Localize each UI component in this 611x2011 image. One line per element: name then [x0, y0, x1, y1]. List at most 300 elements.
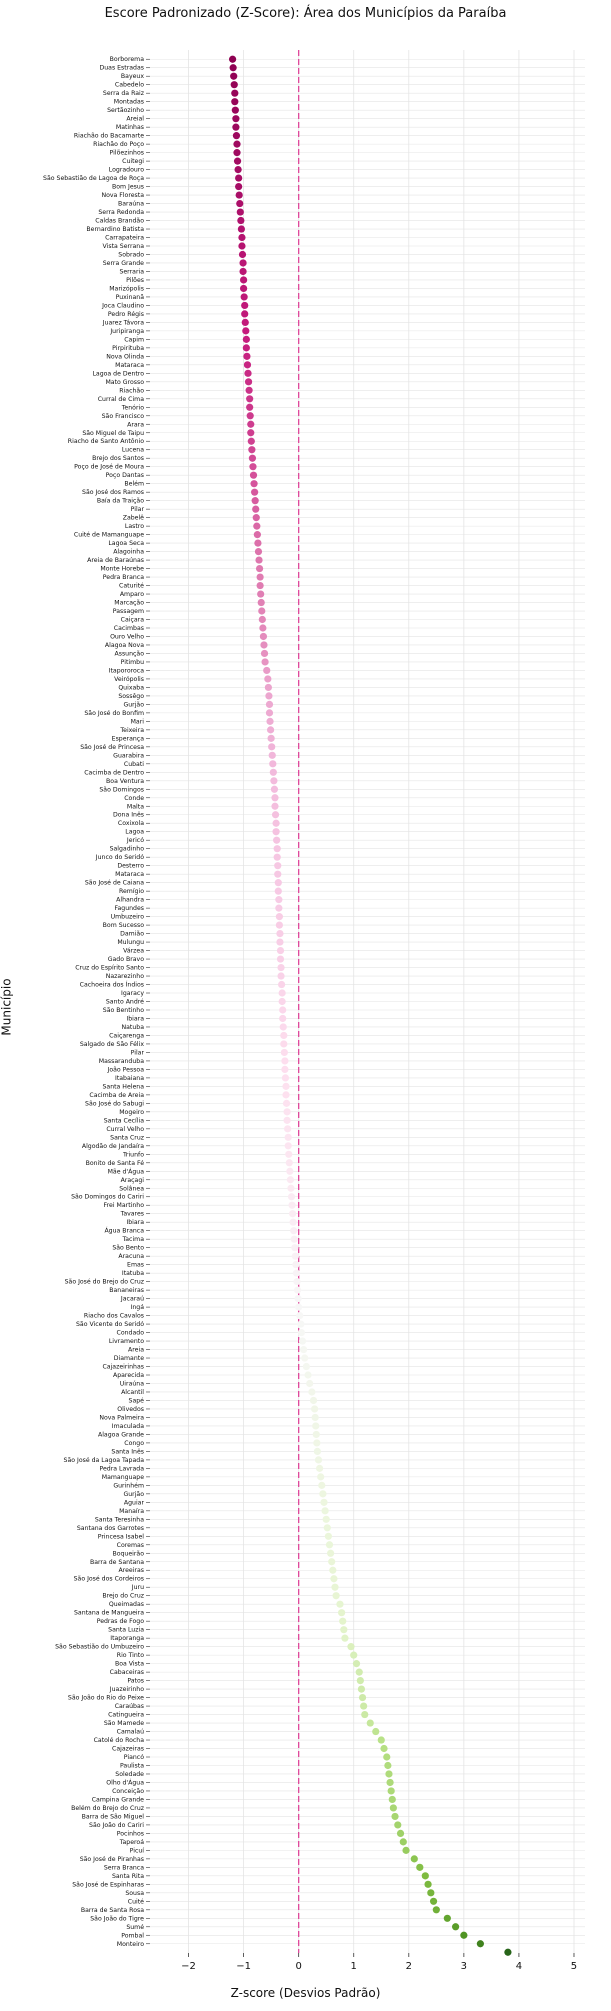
- y-tick-label: São Miguel de Taipu: [82, 429, 144, 437]
- y-tick-label: Tavares: [120, 1210, 144, 1218]
- y-tick-label: São Francisco: [101, 412, 144, 420]
- y-tick-label: Cajazeirinhas: [102, 1363, 144, 1371]
- y-tick-label: Amparo: [119, 591, 144, 599]
- data-point: [266, 718, 273, 725]
- y-tick-label: Itaporanga: [110, 1635, 144, 1643]
- data-point: [388, 1787, 395, 1794]
- data-point: [249, 463, 256, 470]
- data-point: [230, 73, 237, 80]
- data-point: [260, 633, 267, 640]
- y-tick-label: Sobrado: [118, 251, 144, 259]
- data-point: [303, 1363, 310, 1370]
- data-point: [246, 404, 253, 411]
- data-point: [341, 1635, 348, 1642]
- data-point: [290, 1219, 297, 1226]
- y-tick-label: Santa Luzia: [108, 1626, 144, 1634]
- y-tick-label: Arara: [127, 421, 144, 429]
- data-point: [245, 378, 252, 385]
- data-point: [271, 794, 278, 801]
- y-tick-label: Santa Rita: [111, 1872, 144, 1880]
- x-tick-label: −1: [236, 1961, 251, 1972]
- data-point: [294, 1287, 301, 1294]
- data-point: [244, 370, 251, 377]
- y-tick-label: Bom Jesus: [111, 183, 144, 191]
- data-point: [281, 1057, 288, 1064]
- y-tick-label: Piancó: [123, 1754, 144, 1762]
- data-point: [329, 1567, 336, 1574]
- y-tick-label: Emas: [127, 1261, 144, 1269]
- y-tick-label: Olho d'Água: [106, 1779, 144, 1787]
- x-tick-label: 4: [515, 1961, 523, 1972]
- y-tick-label: Patos: [127, 1677, 144, 1685]
- y-tick-label: Cajazeiras: [112, 1745, 144, 1753]
- data-point: [233, 132, 240, 139]
- y-tick-label: Caraúbas: [114, 1703, 144, 1711]
- y-tick-label: Fagundes: [114, 905, 144, 913]
- data-point: [357, 1677, 364, 1684]
- data-point: [383, 1753, 390, 1760]
- data-point: [298, 1329, 305, 1336]
- y-tick-label: Santo André: [105, 998, 144, 1006]
- y-tick-label: Lagoa de Dentro: [92, 370, 144, 378]
- y-tick-label: Logradouro: [108, 166, 144, 174]
- x-tick-label: −2: [181, 1961, 196, 1972]
- y-tick-label: Santa Cecília: [103, 1117, 144, 1125]
- data-point: [301, 1354, 308, 1361]
- data-point: [391, 1813, 398, 1820]
- data-point: [326, 1541, 333, 1548]
- data-point: [284, 1117, 291, 1124]
- y-tick-label: Serra Grande: [102, 259, 144, 267]
- data-point: [314, 1448, 321, 1455]
- y-tick-label: Alagoa Nova: [104, 641, 144, 649]
- data-point: [251, 489, 258, 496]
- data-point: [238, 242, 245, 249]
- data-point: [246, 387, 253, 394]
- x-axis-label: Z-score (Desvios Padrão): [230, 1986, 381, 2000]
- data-point: [293, 1278, 300, 1285]
- y-tick-label: Gurjão: [123, 1490, 144, 1498]
- data-point: [273, 837, 280, 844]
- y-tick-label: Salgadinho: [109, 845, 144, 853]
- data-point: [253, 514, 260, 521]
- y-tick-label: São José dos Cordeiros: [73, 1575, 144, 1583]
- y-tick-label: Pirpirituba: [112, 344, 144, 352]
- y-tick-label: Araçagi: [120, 1176, 144, 1184]
- data-point: [270, 769, 277, 776]
- data-point: [358, 1685, 365, 1692]
- data-point: [279, 1015, 286, 1022]
- data-point: [367, 1719, 374, 1726]
- y-tick-labels: [43, 56, 150, 1948]
- data-point: [236, 200, 243, 207]
- y-tick-label: Cacimba de Areia: [89, 1091, 144, 1099]
- y-tick-label: Sertãozinho: [107, 107, 144, 115]
- data-point: [378, 1736, 385, 1743]
- data-point: [237, 217, 244, 224]
- y-tick-label: Aracuna: [118, 1253, 144, 1261]
- data-point: [276, 938, 283, 945]
- data-point: [400, 1838, 407, 1845]
- data-point: [411, 1855, 418, 1862]
- data-point: [242, 319, 249, 326]
- horizontal-gridlines: [150, 59, 585, 1944]
- data-point: [247, 421, 254, 428]
- y-tick-label: Aguiar: [123, 1499, 144, 1507]
- data-point: [268, 735, 275, 742]
- y-tick-label: Pocinhos: [116, 1830, 144, 1838]
- data-point: [242, 327, 249, 334]
- data-point: [237, 208, 244, 215]
- data-point: [275, 905, 282, 912]
- y-tick-label: Matinhas: [115, 124, 144, 132]
- data-point: [312, 1422, 319, 1429]
- data-point: [460, 1932, 467, 1939]
- data-point: [243, 353, 250, 360]
- y-tick-label: Nova Floresta: [101, 192, 144, 200]
- y-tick-label: São José de Princesa: [80, 743, 144, 751]
- y-tick-label: Teixeira: [120, 726, 144, 734]
- y-tick-label: Areeiras: [118, 1567, 144, 1575]
- y-tick-label: São José do Brejo do Cruz: [64, 1278, 144, 1286]
- y-tick-label: Salgado de São Félix: [79, 1040, 144, 1048]
- y-tick-label: São José de Caiana: [84, 879, 144, 887]
- x-tick-label: 5: [570, 1961, 578, 1972]
- data-point: [285, 1134, 292, 1141]
- y-tick-label: Montadas: [113, 98, 144, 106]
- data-point: [372, 1728, 379, 1735]
- y-tick-label: Alagoa Grande: [97, 1431, 144, 1439]
- data-point: [257, 582, 264, 589]
- y-tick-label: Triunfo: [123, 1151, 144, 1159]
- data-point: [281, 1049, 288, 1056]
- y-tick-label: Uiraúna: [119, 1380, 144, 1388]
- data-point: [247, 412, 254, 419]
- data-point: [322, 1507, 329, 1514]
- y-tick-label: Pedra Lavrada: [99, 1465, 144, 1473]
- y-tick-label: Pombal: [121, 1932, 144, 1940]
- data-point: [276, 922, 283, 929]
- data-point: [402, 1847, 409, 1854]
- data-point: [257, 573, 264, 580]
- data-point: [275, 879, 282, 886]
- y-tick-label: Nazarezinho: [105, 973, 144, 981]
- y-tick-label: São Vicente do Seridó: [75, 1321, 144, 1329]
- y-tick-label: Junco do Seridó: [95, 854, 144, 862]
- y-tick-label: Boa Ventura: [106, 777, 144, 785]
- y-tick-label: Mulungu: [117, 939, 144, 947]
- data-point: [279, 989, 286, 996]
- data-point: [385, 1770, 392, 1777]
- data-point: [277, 964, 284, 971]
- y-tick-label: Cabedelo: [114, 81, 144, 89]
- y-tick-label: Monteiro: [116, 1940, 144, 1948]
- y-tick-label: Bonito de Santa Fé: [85, 1159, 144, 1167]
- y-tick-label: Puxinanã: [115, 293, 144, 301]
- data-point: [292, 1261, 299, 1268]
- y-tick-label: Conde: [124, 794, 144, 802]
- y-tick-label: Água Branca: [104, 1227, 144, 1235]
- data-point: [380, 1745, 387, 1752]
- data-point: [259, 624, 266, 631]
- y-tick-label: Umbuzeiro: [110, 913, 144, 921]
- x-tick-labels: [181, 1953, 577, 1972]
- data-point: [347, 1643, 354, 1650]
- y-tick-label: Manaíra: [119, 1507, 144, 1515]
- y-tick-label: Juripiranga: [110, 327, 144, 335]
- y-tick-label: Gurinhém: [113, 1482, 144, 1490]
- data-point: [277, 947, 284, 954]
- data-point: [247, 429, 254, 436]
- y-tick-label: Sapé: [128, 1397, 144, 1405]
- data-point: [295, 1303, 302, 1310]
- y-tick-label: Lucena: [121, 446, 144, 454]
- data-point: [267, 726, 274, 733]
- y-tick-label: Passagem: [112, 608, 144, 616]
- y-tick-label: Bom Sucesso: [102, 922, 144, 930]
- data-point: [280, 1023, 287, 1030]
- data-point: [284, 1125, 291, 1132]
- data-point: [261, 650, 268, 657]
- y-tick-label: Algodão de Jandaíra: [81, 1142, 144, 1150]
- y-tick-label: Boqueirão: [112, 1550, 144, 1558]
- data-point: [275, 888, 282, 895]
- data-point: [235, 174, 242, 181]
- y-tick-label: Vista Serrana: [102, 242, 144, 250]
- data-point: [271, 786, 278, 793]
- data-point: [232, 115, 239, 122]
- y-tick-label: Veirópolis: [114, 675, 144, 683]
- data-point: [293, 1270, 300, 1277]
- data-point: [268, 743, 275, 750]
- y-tick-label: Duas Estradas: [99, 64, 144, 72]
- data-point: [433, 1906, 440, 1913]
- data-point: [336, 1601, 343, 1608]
- y-tick-label: São Mamede: [103, 1720, 144, 1728]
- y-tick-label: Baraúna: [117, 200, 144, 208]
- data-point: [263, 667, 270, 674]
- data-point: [238, 225, 245, 232]
- y-tick-label: Juru: [131, 1584, 144, 1592]
- data-point: [277, 955, 284, 962]
- y-tick-label: Natuba: [121, 1023, 144, 1031]
- y-tick-label: Catolé do Rocha: [93, 1737, 144, 1745]
- y-tick-label: Campina Grande: [91, 1796, 144, 1804]
- data-point: [257, 590, 264, 597]
- y-tick-label: São José dos Ramos: [82, 489, 144, 497]
- data-point: [320, 1499, 327, 1506]
- data-point: [233, 149, 240, 156]
- y-tick-label: Pitimbu: [120, 658, 144, 666]
- y-tick-label: São José da Lagoa Tapada: [63, 1456, 144, 1464]
- y-tick-label: Sossêgo: [118, 692, 144, 700]
- data-point: [270, 777, 277, 784]
- data-point: [288, 1193, 295, 1200]
- y-tick-label: Soledade: [115, 1770, 144, 1778]
- data-point: [452, 1923, 459, 1930]
- data-point: [319, 1490, 326, 1497]
- data-point: [244, 361, 251, 368]
- data-point: [424, 1881, 431, 1888]
- data-point: [384, 1762, 391, 1769]
- y-tick-label: Santa Teresinha: [94, 1516, 144, 1524]
- data-point: [260, 641, 267, 648]
- y-axis-label: Município: [0, 978, 14, 1036]
- y-tick-label: Imaculada: [111, 1422, 144, 1430]
- y-tick-label: Santana de Mangueira: [73, 1609, 144, 1617]
- y-tick-label: São José de Piranhas: [79, 1855, 144, 1863]
- y-tick-label: Pedro Régis: [107, 310, 144, 318]
- y-tick-label: Assunção: [114, 650, 144, 658]
- y-tick-label: São João do Cariri: [89, 1821, 144, 1829]
- data-point: [239, 259, 246, 266]
- y-tick-label: Bayeux: [120, 73, 144, 81]
- y-tick-label: Brejo dos Santos: [92, 455, 144, 463]
- x-tick-label: 1: [350, 1961, 357, 1972]
- data-point: [394, 1821, 401, 1828]
- y-tick-label: Ingá: [130, 1304, 144, 1312]
- y-tick-label: Jacaraú: [120, 1295, 144, 1303]
- data-point: [292, 1253, 299, 1260]
- data-point: [255, 548, 262, 555]
- data-point: [291, 1236, 298, 1243]
- y-tick-label: Olivedos: [117, 1405, 144, 1413]
- y-tick-label: Juarez Távora: [102, 319, 144, 327]
- data-point: [229, 56, 236, 63]
- data-point: [317, 1473, 324, 1480]
- y-tick-label: São Bentinho: [102, 1006, 144, 1014]
- data-point: [283, 1100, 290, 1107]
- data-point: [239, 268, 246, 275]
- y-tick-label: Santa Inês: [111, 1448, 144, 1456]
- data-point: [277, 972, 284, 979]
- data-point: [265, 684, 272, 691]
- y-tick-label: Conceição: [112, 1787, 144, 1795]
- data-point: [256, 565, 263, 572]
- data-point: [359, 1694, 366, 1701]
- y-tick-label: Malta: [126, 803, 144, 811]
- y-tick-label: Monte Horebe: [100, 565, 144, 573]
- data-point: [241, 302, 248, 309]
- y-tick-label: Mogeiro: [119, 1108, 144, 1116]
- data-points: [229, 56, 512, 1956]
- x-tick-label: 0: [295, 1961, 302, 1972]
- y-tick-label: Poço de José de Moura: [74, 463, 144, 471]
- data-point: [397, 1830, 404, 1837]
- data-point: [296, 1312, 303, 1319]
- data-point: [252, 497, 259, 504]
- data-point: [261, 658, 268, 665]
- y-tick-label: Princesa Isabel: [97, 1533, 144, 1541]
- y-tick-label: Ouro Velho: [110, 633, 144, 641]
- data-point: [250, 480, 257, 487]
- data-point: [265, 692, 272, 699]
- y-tick-label: Juazeirinho: [109, 1686, 144, 1694]
- data-point: [356, 1669, 363, 1676]
- data-point: [274, 845, 281, 852]
- data-point: [235, 183, 242, 190]
- y-tick-label: Quixaba: [118, 684, 144, 692]
- y-tick-label: Lagoa: [125, 828, 144, 836]
- data-point: [236, 191, 243, 198]
- y-tick-label: Queimadas: [108, 1601, 144, 1609]
- y-tick-label: Santa Helena: [102, 1083, 144, 1091]
- y-tick-label: Nova Palmeira: [99, 1414, 144, 1422]
- y-tick-label: Serra Redonda: [98, 209, 144, 217]
- data-point: [353, 1660, 360, 1667]
- data-point: [300, 1346, 307, 1353]
- data-point: [243, 344, 250, 351]
- y-tick-label: João Pessoa: [107, 1066, 144, 1074]
- chart-title: Escore Padronizado (Z-Score): Área dos Municípios da Paraíba: [104, 6, 507, 21]
- y-tick-label: Bernardino Batista: [86, 226, 144, 234]
- y-tick-label: Barra de Santa Rosa: [80, 1906, 144, 1914]
- data-point: [340, 1626, 347, 1633]
- data-point: [254, 540, 261, 547]
- y-tick-label: Desterro: [117, 862, 144, 870]
- y-tick-label: Lagoa Seca: [108, 540, 144, 548]
- y-tick-label: São Sebastião de Lagoa de Roça: [43, 175, 144, 183]
- data-point: [258, 607, 265, 614]
- data-point: [250, 472, 257, 479]
- y-tick-label: Dona Inês: [112, 811, 144, 819]
- y-tick-label: Coxixola: [117, 820, 144, 828]
- data-point: [246, 395, 253, 402]
- y-tick-label: Condado: [116, 1329, 144, 1337]
- data-point: [279, 998, 286, 1005]
- y-tick-label: Massaranduba: [98, 1057, 144, 1065]
- data-point: [313, 1431, 320, 1438]
- data-point: [241, 310, 248, 317]
- y-tick-label: Tenório: [121, 404, 144, 412]
- y-tick-label: Paulista: [119, 1762, 144, 1770]
- y-tick-label: Cuité de Mamanguape: [73, 531, 144, 539]
- y-tick-label: Cacimbas: [113, 624, 144, 632]
- data-point: [427, 1889, 434, 1896]
- y-tick-label: Picuí: [129, 1847, 144, 1855]
- y-tick-label: Curral de Cima: [97, 395, 144, 403]
- data-point: [308, 1388, 315, 1395]
- data-point: [289, 1210, 296, 1217]
- y-tick-label: Riachão do Bacamarte: [73, 132, 144, 140]
- y-tick-label: Catingueira: [108, 1711, 144, 1719]
- y-tick-label: Belém do Brejo do Cruz: [71, 1804, 144, 1812]
- data-point: [333, 1592, 340, 1599]
- data-point: [232, 124, 239, 131]
- data-point: [240, 285, 247, 292]
- y-tick-label: Bananeiras: [109, 1287, 144, 1295]
- data-point: [339, 1618, 346, 1625]
- data-point: [328, 1558, 335, 1565]
- y-tick-label: Areia: [128, 1346, 144, 1354]
- data-point: [266, 701, 273, 708]
- data-point: [422, 1872, 429, 1879]
- data-point: [330, 1575, 337, 1582]
- y-tick-label: Brejo do Cruz: [102, 1592, 144, 1600]
- y-tick-label: Cuité: [127, 1898, 144, 1906]
- data-point: [286, 1168, 293, 1175]
- y-tick-label: Barra de Santana: [89, 1558, 144, 1566]
- data-point: [278, 981, 285, 988]
- y-tick-label: Nova Olinda: [106, 353, 144, 361]
- data-point: [272, 828, 279, 835]
- data-point: [285, 1151, 292, 1158]
- data-point: [238, 234, 245, 241]
- y-tick-label: Diamante: [113, 1355, 144, 1363]
- data-point: [239, 251, 246, 258]
- y-tick-label: Esperança: [111, 735, 144, 743]
- data-point: [230, 64, 237, 71]
